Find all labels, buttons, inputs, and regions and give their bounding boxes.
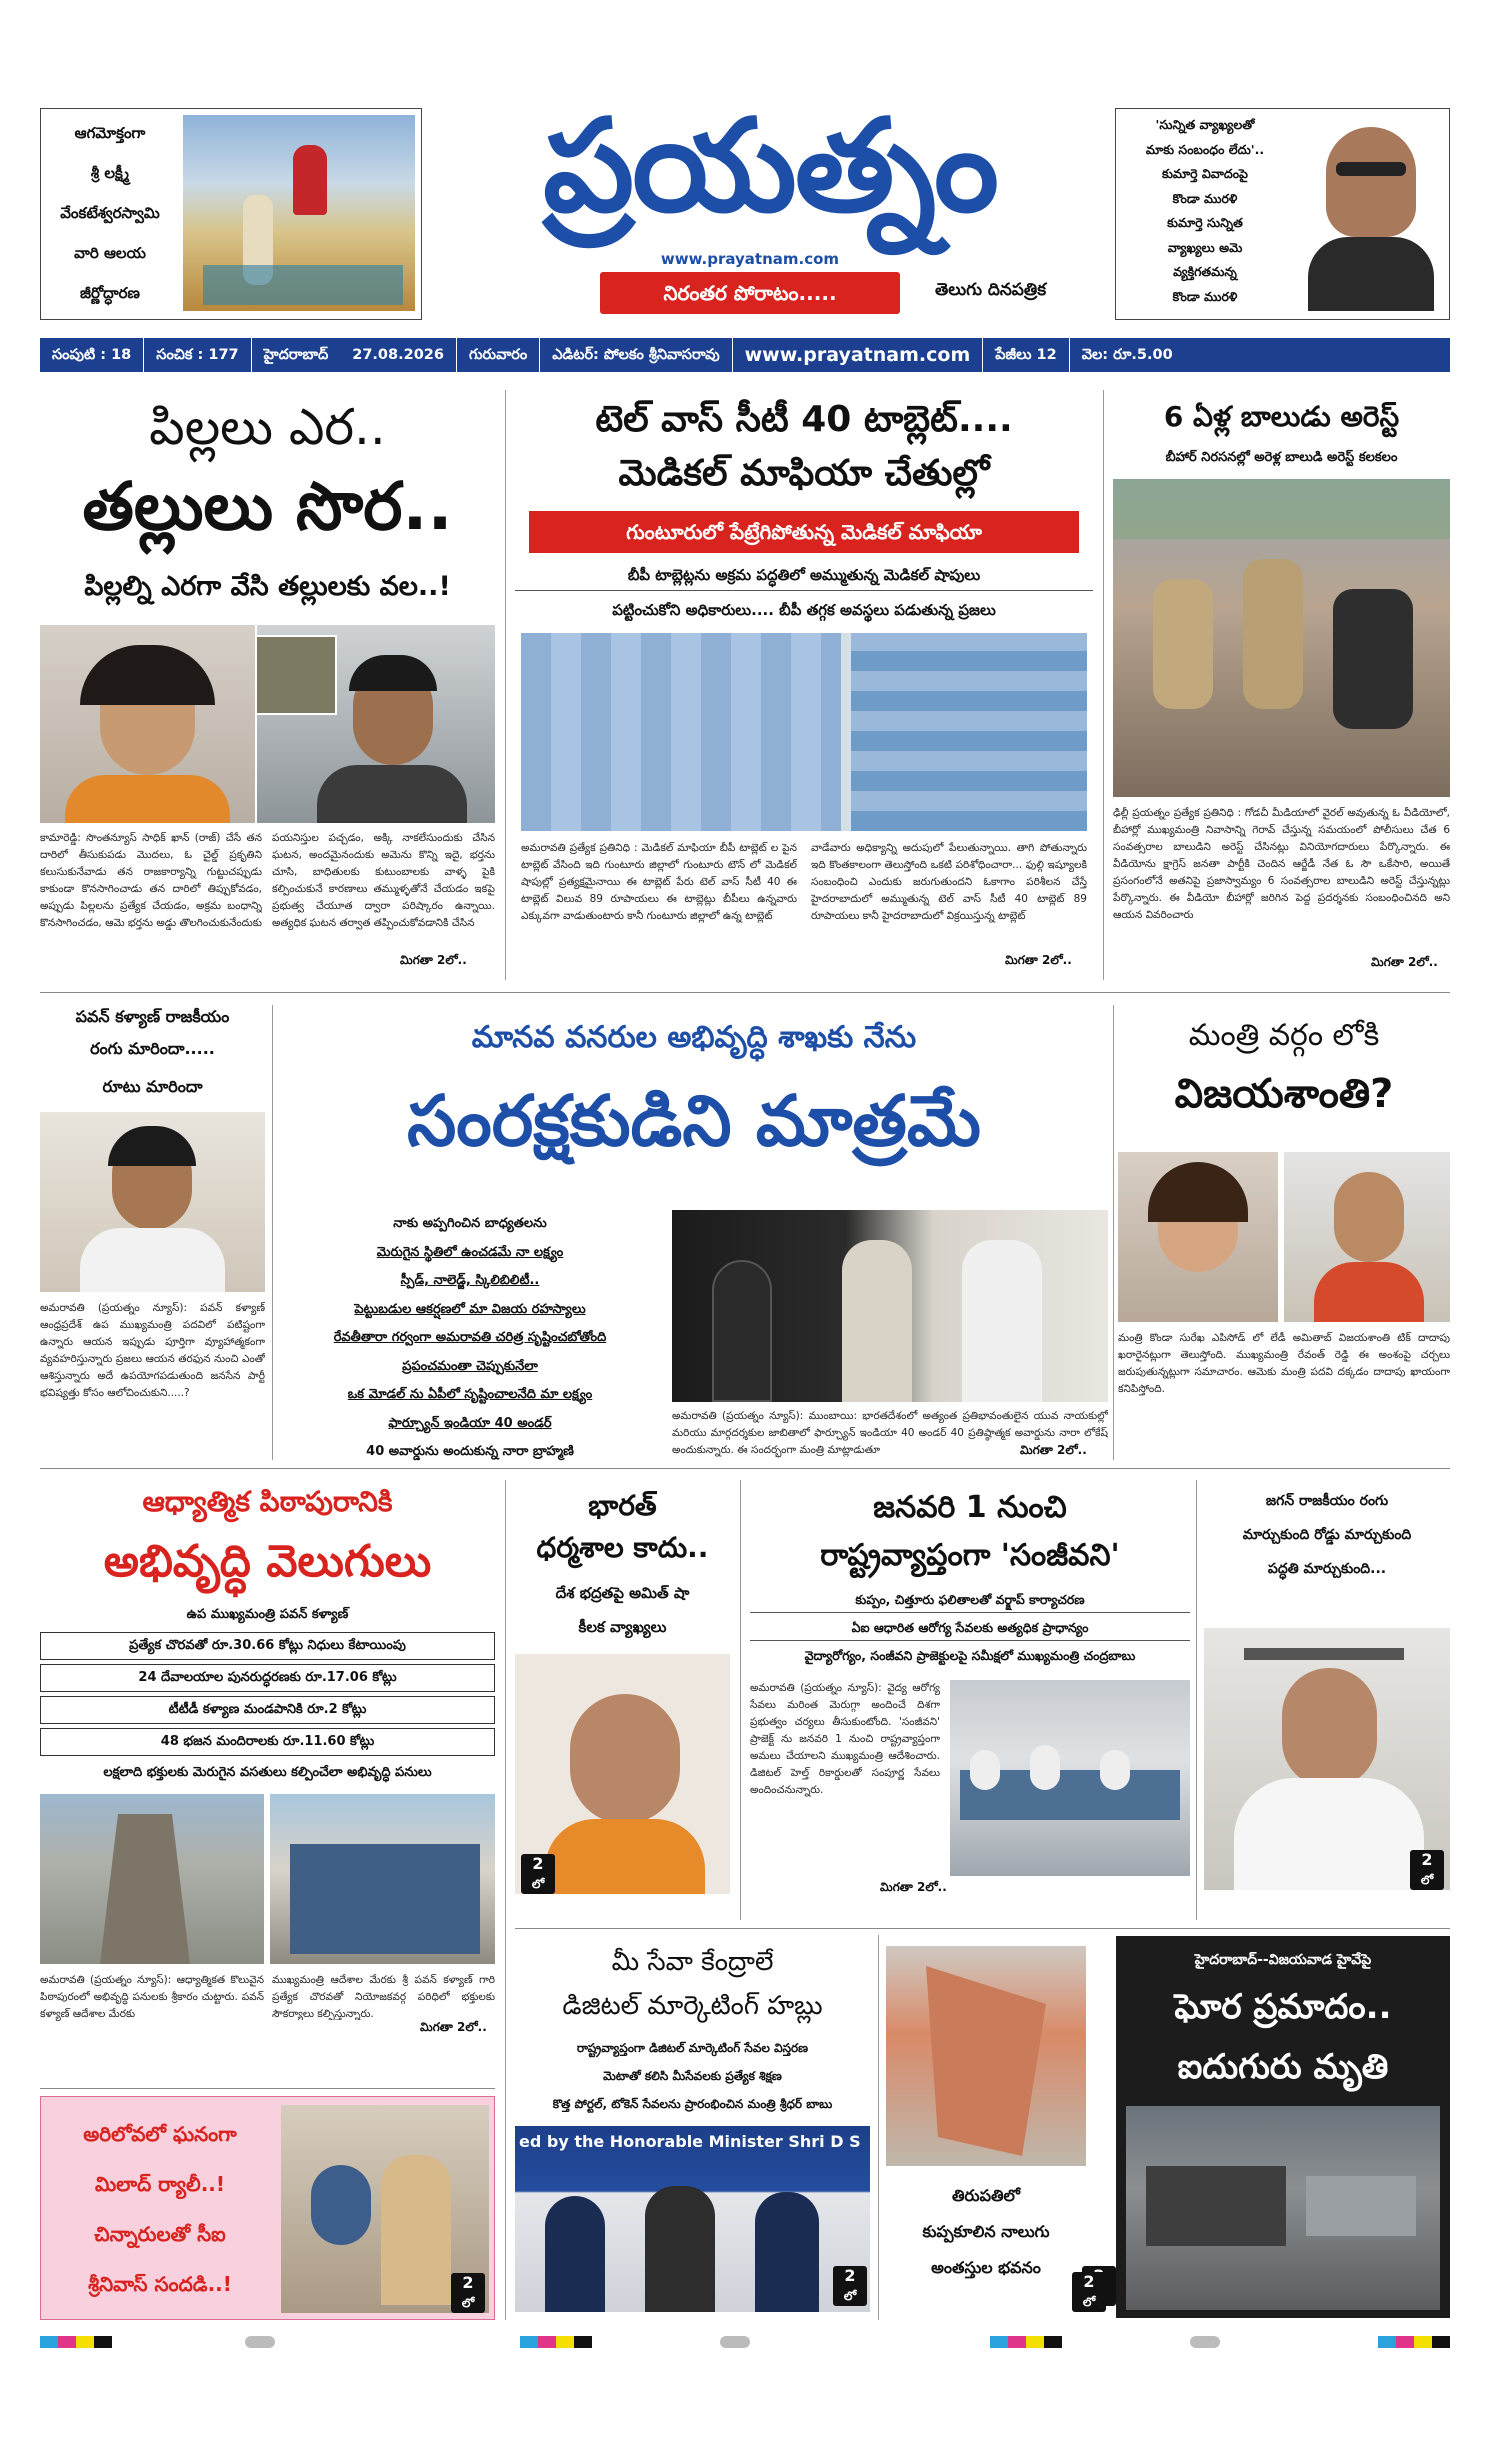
pages: పేజీలు 12 (983, 338, 1069, 372)
column-divider (1103, 390, 1104, 980)
page-2-badge[interactable]: 2 లో (1410, 1850, 1444, 1890)
print-marks (40, 2336, 1450, 2350)
story13-headline2: ఐదుగురు మృతి (1177, 2047, 1389, 2087)
story-meeseva[interactable] (515, 1936, 870, 2326)
story4-box-line2: రంగు మారిందా..... (90, 1039, 215, 1058)
story1-body-left: కామారెడ్డి: సొంతన్యూస్ సాధిక్ ఖాన్ (రాజ్) చేసే తన దారిలో తీసుకుపడు మొదలు, ఓ చైల్డ్ ప్రకృతిని కలుసుకునేవాడు తన రాజకార్యాన్ని గుట్టుచప్పుడు కాకుండా కొనసాగించాడు తన దారిలో తిప్పుకోవడం, అప్పుడు పిల్లలను ప్రత్యేక చేయడం, అక్రమ బంధాన్ని కొనసాగించడం, ఆమె భర్తను అడ్డు తొలగించుకునేందుకు (40, 832, 262, 929)
story1-headline2: తల్లులు సొర.. (82, 468, 453, 545)
story7-more[interactable]: మిగతా 2లో.. (420, 2020, 487, 2034)
story-highway-accident[interactable] (1082, 1936, 1450, 2318)
story10-line3: పద్ధతి మార్చుకుంది... (1267, 1561, 1387, 1577)
story7-footline: లక్షలాది భక్తులకు మెరుగైన వసతులు కల్పించేలా అభివృద్ధి పనులు (103, 1765, 432, 1780)
story5-bullets (280, 1210, 660, 1467)
column-divider (878, 1935, 879, 2320)
story2-tablet-photo (521, 633, 1087, 831)
story-sanjeevani[interactable] (750, 1476, 1190, 1916)
left-box-line: వారి ఆలయ (74, 244, 146, 262)
story7-body-right: ముఖ్యమంత్రి ఆదేశాల మేరకు శ్రీ పవన్ కళ్యాణ్ గారి ప్రత్యేక చొరవతో నియోజకవర్గ పరిధిలో భక్తులకు సౌకర్యాలు కల్పిస్తున్నారు. (272, 1974, 495, 2020)
story2-body-right: వాడేవారు అధిక్యాన్ని అదుపులో పేలుతున్నాయి. తాగి పోతున్నారు ఇది కొంతకాలంగా తెలుస్తోంది ఒకటి పరిశోధించారా... ఫుల్గి ఇష్యూలకి సంబంధించి ఎందుకు జరుగుతుందని ఓకాగాం పరిశీలన చేస్తే హైదరాబాదులో అమ్ముతున్న టెల్ వాస్ సీటీ 40 టాబ్లెట్ 89 రూపాయలు కానీ హైదరాబాదులో విక్రయిస్తున్న టాబ్లెట్ (811, 842, 1087, 922)
story9-body: అమరావతి (ప్రయత్నం న్యూస్): వైద్య ఆరోగ్య సేవలు మరింత మెరుగ్గా అందించే దిశగా ప్రభుత్వం చర్యలు తీసుకుంటోంది. 'సంజీవని' ప్రాజెక్ట్ ను జనవరి 1 నుంచి రాష్ట్రవ్యాప్తంగా అమలు చేయాలని ముఖ్యమంత్రి ఆదేశించారు. డిజిటల్ హెల్త్ రికార్డులతో సంపూర్ణ సేవలు అందించనున్నారు. (750, 1682, 940, 1796)
story5-bullet: రేవతీతారా గర్వంగా అమరావతి చరిత్ర సృష్టించబోతోంది (333, 1330, 607, 1345)
story10-line2: మార్చుకుంది రోడ్డు మార్చుకుంది (1242, 1527, 1412, 1543)
story-vijayashanti[interactable] (1118, 1000, 1450, 1460)
right-box-line: కుమార్తె వివాదంపై (1162, 166, 1248, 181)
column-divider (505, 1480, 506, 2320)
masthead-left-box[interactable] (40, 108, 422, 320)
right-box-line: వ్యాఖ్యలు అమె (1167, 239, 1243, 255)
masthead-tagline: నిరంతర పోరాటం..... (600, 272, 900, 314)
column-divider (1196, 1480, 1197, 1920)
website[interactable]: www.prayatnam.com (733, 338, 984, 372)
page-2-badge[interactable]: 2 లో (1072, 2272, 1106, 2312)
story-pithapuram[interactable] (40, 1476, 495, 2086)
story9-sub1: కుప్పం, చిత్తూరు ఫలితాలతో వర్క్షాప్ కార్యాచరణ (750, 1588, 1190, 1613)
story5-award-photo (672, 1210, 1108, 1402)
story2-headline2: మెడికల్ మాఫియా చేతుల్లో (618, 453, 990, 494)
story7-body-left: అమరావతి (ప్రయత్నం న్యూస్): ఆధ్యాత్మికత కొలువైన పిఠాపురంలో అభివృద్ధి పనులకు శ్రీకారం చుట్టారు. పవన్ కళ్యాణ్ ఆదేశాల మేరకు (40, 1974, 264, 2020)
story5-bullet: నాకు అప్పగించిన బాధ్యతలను (393, 1216, 547, 1231)
story-tirupati-collapse[interactable] (886, 1936, 1106, 2326)
story4-box-line3: రూటు మారిందా (102, 1077, 203, 1096)
story9-headline1: జనవరి 1 నుంచి (873, 1490, 1067, 1525)
story6-headline1: మంత్రి వర్గం లోకి (1188, 1018, 1380, 1053)
story9-headline2: రాష్ట్రవ్యాప్తంగా 'సంజీవని' (820, 1538, 1120, 1573)
story-pawan-politics[interactable] (40, 1000, 265, 1460)
info-bar (40, 338, 1450, 372)
right-box-line: కుమార్తె సున్నిత (1167, 215, 1243, 230)
column-divider (1113, 1005, 1114, 1460)
story3-more[interactable]: మిగతా 2లో.. (1371, 955, 1438, 969)
story11-photo (515, 2126, 870, 2312)
volume: సంపుటి : 18 (40, 338, 144, 372)
story7-item: టీటీడీ కళ్యాణ మండపానికి రూ.2 కోట్లు (40, 1696, 495, 1724)
story-amit-shah[interactable] (515, 1476, 730, 1906)
story7-photo-right (270, 1794, 495, 1964)
edition-type: తెలుగు దినపత్రిక (935, 280, 1047, 300)
column-divider (740, 1480, 741, 1920)
story11-sub2: మెటాతో కలిసి మీసేవలకు ప్రత్యేక శిక్షణ (603, 2069, 782, 2083)
story7-photo-left (40, 1794, 264, 1964)
row-divider (40, 2088, 495, 2089)
page-2-badge[interactable]: 2 లో (833, 2266, 867, 2306)
story4-box-line1: పవన్ కళ్యాణ్ రాజకీయం (75, 1007, 230, 1026)
masthead (40, 91, 1450, 330)
right-box-line: వ్యక్తిగతమన్న (1173, 264, 1237, 279)
story5-bullet: 40 అవార్డును అందుకున్న నారా బ్రాహ్మణి (366, 1444, 574, 1459)
date: 27.08.2026 (340, 338, 457, 372)
temple-photo (183, 115, 415, 311)
story6-photo-right (1284, 1152, 1450, 1322)
story7-item: ప్రత్యేక చొరవతో రూ.30.66 కోట్లు నిధులు కేటాయింపు (40, 1632, 495, 1660)
right-box-line: కొండా మురళి (1172, 288, 1238, 304)
story-children-bait[interactable] (40, 385, 495, 980)
right-box-line: కొండా మురళి (1172, 190, 1238, 206)
story3-subhead: బీహార్ నిరసనల్లో అరెళ్ల బాలుడి అరెస్ట్ కలకలం (1165, 450, 1398, 465)
story2-body-left: అమరావతి ప్రత్యేక ప్రతినిధి : మెడికల్ మాఫియా బీపీ టాబ్లెట్ ల పైన టాబ్లెట్ వేసింది ఇది గుంటూరు జిల్లాలో గుంటూరు టౌన్ లో మెడికల్ షాపుల్లో ప్రత్యక్షమైనాయి ఈ టాబ్లెట్ పేరు టెల్ వాస్ సీటీ 40 ఈ టాబ్లెట్ విలువ 89 రూపాయలు ఈ టాబ్లెట్లు బీపీలు ఉన్నవారు ఎక్కువగా వాడుతుంటారు కానీ గుంటూరు జిల్లాలో ఉన్న టాబ్లెట్ (521, 842, 797, 922)
city: హైదరాబాద్ (263, 347, 329, 363)
story1-subhead: పిల్లల్ని ఎరగా వేసి తల్లులకు వల..! (84, 571, 451, 602)
story11-headline1: మీ సేవా కేంద్రాలే (611, 1947, 774, 1977)
portrait-photo (1296, 117, 1444, 311)
story14-line4: శ్రీనివాస్ సందడి..! (88, 2272, 232, 2296)
masthead-right-box[interactable] (1115, 108, 1450, 320)
story9-sub2: ఏఐ ఆధారిత ఆరోగ్య సేవలకు అత్యధిక ప్రాధాన్యం (750, 1616, 1190, 1641)
story1-photo-man (257, 625, 495, 823)
story2-headline1: టెల్ వాస్ సీటీ 40 టాబ్లెట్.... (595, 399, 1013, 440)
story14-line3: చిన్నారులతో సీఐ (94, 2222, 226, 2246)
page-2-badge[interactable]: 2 లో (451, 2273, 485, 2313)
price: వెల: రూ.5.00 (1081, 347, 1173, 363)
story14-line1: అరిలోవలో ఘనంగా (83, 2122, 237, 2146)
story7-item: 48 భజన మందిరాలకు రూ.11.60 కోట్లు (40, 1728, 495, 1756)
story11-sub3: కొత్త పోర్టల్, టోకెన్ సేవలను ప్రారంభించిన మంత్రి శ్రీధర్ బాబు (552, 2097, 833, 2111)
story-boy-arrest[interactable] (1113, 385, 1450, 980)
story1-more[interactable]: మిగతా 2లో.. (400, 953, 467, 967)
story5-bullet: పెట్టుబడుల ఆకర్షణలో మా విజయ రహస్యాలు (354, 1301, 586, 1317)
row-divider (515, 1928, 1450, 1929)
story5-body: అమరావతి (ప్రయత్నం న్యూస్): ముంబాయి: భారతదేశంలో అత్యంత ప్రతిభావంతులైన యువ నాయకుల్లో మరియు మార్గదర్శకుల జాబితాలో ఫార్చ్యూన్ ఇండియా 40 అండర్ 40 ప్రతిష్ఠాత్మక అవార్డును నారా లోకేష్ అందుకున్నారు. ఈ సందర్భంగా మంత్రి మాట్లాడుతూ (672, 1410, 1108, 1456)
column-divider (505, 390, 506, 980)
story2-sub1: బీపీ టాబ్లెట్లను అక్రమ పద్ధతిలో అమ్ముతున్న మెడికల్ షాపులు (515, 560, 1093, 591)
story14-line2: మిలాద్ ర్యాలీ..! (94, 2172, 226, 2196)
story-jagan[interactable] (1204, 1476, 1450, 1916)
story12-caption2: కుప్పకూలిన నాలుగు (922, 2222, 1050, 2241)
story11-sub1: రాష్ట్రవ్యాప్తంగా డిజిటల్ మార్కెటింగ్ సేవల విస్తరణ (576, 2041, 809, 2055)
story1-photo-woman (40, 625, 255, 823)
story9-more[interactable]: మిగతా 2లో.. (880, 1880, 947, 1894)
left-box-line: వేంకటేశ్వరస్వామి (60, 204, 160, 222)
story5-more[interactable]: మిగతా 2లో.. (1020, 1443, 1087, 1457)
story-milad-rally[interactable] (40, 2096, 495, 2320)
story4-photo (40, 1112, 265, 1292)
editor: ఎడిటర్: పోలకం శ్రీనివాసరావు (540, 338, 732, 372)
story8-headline1: భారత్ (588, 1489, 657, 1522)
story3-headline: 6 ఏళ్ల బాలుడు అరెస్ట్ (1163, 400, 1400, 433)
masthead-website[interactable]: www.prayatnam.com (660, 250, 840, 268)
story13-headline1: ఘోర ప్రమాదం.. (1174, 1987, 1392, 2027)
story2-sub2: పట్టించుకోని అధికారులు.... బీపీ తగ్గక అవస్థలు పడుతున్న ప్రజలు (612, 601, 996, 619)
left-box-line: జీర్ణోద్ధారణ (80, 284, 140, 302)
story12-caption1: తిరుపతిలో (952, 2186, 1020, 2205)
story5-bullet: ఒక మోడల్ ను ఏపీలో సృష్టించాలనేది మా లక్ష్యం (347, 1387, 593, 1402)
story12-photo (886, 1946, 1086, 2166)
masthead-title[interactable]: ప్రయత్నం (543, 91, 997, 241)
story4-body: అమరావతి (ప్రయత్నం న్యూస్): పవన్ కళ్యాణ్ ఆంధ్రప్రదేశ్ ఉప ముఖ్యమంత్రి పదవిలో పటిష్టంగా ఉన్నారు ఆయన ఇప్పుడు పూర్తిగా వ్యూహాత్మకంగా వ్యవహరిస్తున్నారు ప్రజలు ఆయన తరఫున నుంచి ఎంతో ఆశిస్తున్నారు అదే ఉపయోగపడుతుంది జనసేన పార్టీ భవిష్యత్తు కోసం ఆలోచించుకుని.....? (40, 1302, 265, 1399)
story5-bullet: మెరుగైన స్థితిలో ఉంచడమే నా లక్ష్యం (376, 1244, 564, 1260)
column-divider (272, 1005, 273, 1460)
story3-body: ఢిల్లీ ప్రయత్నం ప్రత్యేక ప్రతినిధి : గోడచీ మీడియాలో వైరల్ అవుతున్న ఓ వీడియోలో, బీహార్లో ముఖ్యమంత్రి నివాసాన్ని గెరావ్ చేస్తున్న సమయంలో పోలీసులు చేత 6 సంవత్సరాల బాలుడిని అరెస్ట్ చేసినట్లు వినియోగదారులు పేర్కొన్నారు. ఈ వీడియోను క్షాగ్రెస్ జనతా పార్టీకి చెందిన ఆర్జేడీ నేత ఓ సౌ ఒకేసారి, అయితే ప్రసంగంలోనే అతనిపై ప్రజాస్వామ్యం 6 సంవత్సరాల బాలుడిని అరెస్ట్ చేస్తున్నట్లు పేర్కొన్నారు. ఈ వీడియో బీహార్లో జరిగిన పెద్ద ప్రదర్శనకు సంబంధించినది అని ఆయన వివరించారు (1113, 807, 1450, 921)
left-box-line: ఆగమోక్తంగా (74, 124, 146, 142)
story5-bullet: ఫార్చ్యూన్ ఇండియా 40 అండర్ (388, 1415, 552, 1431)
story8-sub2: కీలక వ్యాఖ్యలు (578, 1618, 667, 1636)
left-box-line: శ్రీ లక్ష్మీ (90, 164, 130, 182)
story6-photo-left (1118, 1152, 1278, 1322)
story3-protest-photo (1113, 479, 1450, 797)
story5-headline: సంరక్షకుడిని మాత్రమే (407, 1080, 981, 1162)
story13-photo (1126, 2106, 1440, 2310)
story8-sub1: దేశ భద్రతపై అమిత్ షా (555, 1584, 690, 1602)
story-medical-mafia[interactable] (515, 385, 1093, 980)
story2-banner: గుంటూరులో పేట్రేగిపోతున్న మెడికల్ మాఫియా (529, 511, 1079, 553)
page-2-badge[interactable]: 2 లో (521, 1854, 555, 1894)
story7-kicker: ఆధ్యాత్మిక పిఠాపురానికి (142, 1485, 393, 1518)
story7-byline: ఉప ముఖ్యమంత్రి పవన్ కళ్యాణ్ (186, 1607, 349, 1622)
story8-headline2: ధర్మశాల కాదు.. (536, 1531, 709, 1564)
story11-photo-caption: ed by the Honorable Minister Shri D S (519, 2132, 861, 2151)
story5-bullet: ప్రపంచమంతా చెప్పుకునేలా (402, 1358, 538, 1374)
story2-more[interactable]: మిగతా 2లో.. (1005, 953, 1072, 967)
row-divider (40, 992, 1450, 993)
story13-kicker: హైదరాబాద్--విజయవాడ హైవేపై (1194, 1952, 1372, 1968)
story7-headline: అభివృద్ధి వెలుగులు (103, 1536, 432, 1587)
story5-kicker: మానవ వనరుల అభివృద్ధి శాఖకు నేను (471, 1020, 917, 1055)
story6-headline2: విజయశాంతి? (1174, 1071, 1394, 1117)
right-box-line: మాకు సంబంధం లేదు'.. (1145, 141, 1265, 157)
right-box-line: 'సున్నిత వ్యాఖ్యలతో (1155, 117, 1255, 132)
story6-body: మంత్రి కొండా సురేఖ ఎపిసోడ్ లో లేడీ అమితాబ్ విజయశాంతి టిక్ దాదాపు ఖరారైనట్లుగా తెలుస్తోంది. ముఖ్యమంత్రి రేవంత్ రెడ్డి ఈ అంశంపై చర్చలు జరుపుతున్నట్లుగా సమాచారం. ఆమెకు మంత్రి పదవి దక్కడం దాదాపు ఖాయంగా కనిపిస్తోంది. (1118, 1332, 1450, 1395)
story9-meeting-photo (950, 1680, 1190, 1876)
day: గురువారం (457, 338, 540, 372)
story7-item: 24 దేవాలయాల పునరుద్ధరణకు రూ.17.06 కోట్లు (40, 1664, 495, 1692)
row-divider (40, 1468, 1450, 1469)
story10-line1: జగన్ రాజకీయం రంగు (1265, 1493, 1389, 1509)
story9-sub3: వైద్యారోగ్యం, సంజీవని ప్రాజెక్టులపై సమీక్షలో ముఖ్యమంత్రి చంద్రబాబు (804, 1648, 1136, 1663)
story1-headline1: పిల్లలు ఎర.. (149, 398, 386, 456)
story1-body-right: పయనిస్తుల పచ్చడం, అక్కి నాకలేసుందుకు చేసిన ఘటన, అందమైనందుకు అమెను కొన్ని ఇదై, భర్తను చూసి, బాధితులకు కుటుంబాలకు వాళ్ళ పైకి కల్పించుకునే కారణాలు తమ్ముళ్ళతోనే చేయడం ఇకపై ప్రభుత్వ చేయూత ద్వారా పరిష్కారం ఉన్నాయి. అత్యధిక ఘటన తర్వాత తప్పించుకోవడానికి చేసిన (272, 832, 495, 929)
story5-bullet: స్పీడ్, నాలెడ్జ్, స్కిలిబిలిటీ.. (400, 1273, 540, 1288)
story-lokesh-award[interactable] (280, 1000, 1108, 1460)
story11-headline2: డిజిటల్ మార్కెటింగ్ హబ్లు (562, 1991, 823, 2021)
story12-caption3: అంతస్తుల భవనం (931, 2258, 1041, 2277)
issue: సంచిక : 177 (144, 338, 251, 372)
